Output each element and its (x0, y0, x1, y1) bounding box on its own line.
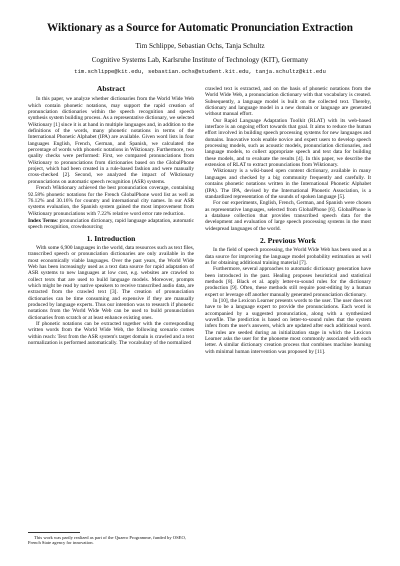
right-column (205, 86, 371, 355)
right-paragraph-4: For our experiments, English, French, German, and Spanish were chosen as representative languages, selected from GlobalPhone [6]. GlobalPhone is a database collection that provides transcribed speech data for the development and evaluation of large speech processing systems in the most widespread languages of the world. (205, 200, 371, 232)
footnote: This work was partly realized as part of the Quaero Programme, funded by OSEO, French State agency for innovation. (28, 535, 186, 546)
previous-work-paragraph-1: In the field of speech processing, the World Wide Web has been used as a data source for improving the language model probability estimation as well as for obtaining additional training material [7]. (205, 247, 371, 266)
index-terms-label: Index Terms (28, 217, 57, 224)
section-1-heading: 1. Introduction (86, 233, 136, 243)
intro-paragraph-1: With some 6,900 languages in the world, data resources such as text files, transcribed speech or pronunciation dictionaries are only available in the most economically viable languages. Over the past years, the World Wide Web has been increasingly used as a text data source for rapid adaptation of ASR systems to new languages at low cost, e.g. websites are crawled to collect texts that are used to build language models. Moreover, prompts which might be read by native speakers to receive transcribed audio data, are extracted from the crawled text [3]. The creation of pronunciation dictionaries can be time consuming and expensive if they are manually produced by language experts. Thus our intention was to research if phonetic notations from the World Wide Web can be used to build pronunciation dictionaries from scratch or at least enhance existing ones. (28, 244, 194, 321)
affiliation: Cognitive Systems Lab, Karlsruhe Institute of Technology (KIT), Germany (91, 56, 309, 64)
abstract-heading: Abstract (96, 84, 126, 93)
footnote-rule (28, 532, 80, 533)
author-emails: tim.schlippe@kit.edu, sebastian.ochs@student.kit.edu, tanja.schultz@kit.edu (74, 68, 326, 75)
index-terms-text: : pronunciation dictionary, rapid language adaptation, automatic speech recognition, crowdsourcing (28, 217, 195, 231)
abstract-paragraph-1: In this paper, we analyze whether dictionaries from the World Wide Web which contain phonetic notations, may support the rapid creation of pronunciation dictionaries within the speech recognition and speech synthesis system building process. As a representative dictionary, we selected Wiktionary [1] since it is at hand in multiple languages and, in addition to the definitions of the words, many phonetic notations in terms of the International Phonetic Alphabet (IPA) are available. Given word lists in four languages English, French, German, and Spanish, we calculated the percentage of words with phonetic notations in Wiktionary. Furthermore, two quality checks were performed: First, we compared pronunciations from Wiktionary to pronunciations from dictionaries based on the GlobalPhone project, which had been created in a rule-based fashion and were manually cross-checked [2]. Second, we analyzed the impact of Wiktionary pronunciations on automatic speech recognition (ASR) systems. (28, 96, 194, 185)
index-terms (28, 218, 194, 231)
intro-paragraph-2: If phonetic notations can be extracted together with the corresponding written words from the World Wide Web, the following scenario comes within reach: Text from the ASR system's target domain is crawled and a text normalization is performed automatically. The vocabulary of the normalized (28, 321, 194, 347)
section-2-heading: 2. Previous Work (259, 235, 317, 245)
previous-work-paragraph-2: Furthermore, several approaches to automatic dictionary generation have been introduced in the past. Healing proposes heuristical and statistical methods [8]. Black et al. apply letter-to-sound rules for the dictionary production [9]. Often, these methods still require post-editing by a human expert or leverage off another manually generated pronunciation dictionary. (205, 266, 371, 298)
abstract-paragraph-2: French Wiktionary achieved the best pronunciation coverage, containing 92.58% phonetic notations for the French GlobalPhone word list as well as 76.12% and 30.16% for country and international city names. In our ASR systems evaluation, the Spanish system gained the most improvement from Wiktionary pronunciations with 7.22% relative word error rate reduction. (28, 185, 194, 217)
left-column (28, 86, 194, 346)
previous-work-paragraph-3: In [10], the Lexicon Learner presents words to the user. The user does not have to be a language expert to provide the pronunciations. Each word is accompanied by a suggested pronunciation, along with a synthesized wavefile. The prediction is based on letter-to-sound rules that the system infers from the user's answers, which are updated after each additional word. The rules are seeded during an initialization stage in which the Lexicon Learner asks the user for the phoneme most commonly associated with each letter. A similar dictionary creation process that combines machine learning with minimal human intervention was proposed by [11]. (205, 298, 371, 355)
right-paragraph-2: Our Rapid Language Adaptation Toolkit (RLAT) with its web-based interface is an ongoing effort towards that goal. It aims to reduce the human effort involved in building speech processing systems for new languages and domains. Innovative tools enable novice and expert users to develop speech processing models, such as acoustic models, pronunciation dictionaries, and language models, to collect appropriate speech and text data for building these models, and to evaluate the results [4]. In this paper, we describe the extension of RLAT to extract pronunciations from Wiktionary. (205, 117, 371, 169)
right-paragraph-1: crawled text is extracted, and on the basis of phonetic notations from the World Wide Web, a pronunciation dictionary with that vocabulary is created. Subsequently, a language model is built on the collected text. Thereby, dictionary and language model in a new domain or language are generated without manual effort. (205, 86, 371, 118)
right-paragraph-3: Wiktionary is a wiki-based open content dictionary, available in many languages and checked by a big community frequently and carefully. It contains phonetic notations written in the International Phonetic Alphabet (IPA). The IPA, devised by the International Phonetic Association, is a standardized representation of the sounds of spoken language [5]. (205, 168, 371, 200)
paper-title: Wiktionary as a Source for Automatic Pronunciation Extraction (47, 22, 353, 34)
author-list: Tim Schlippe, Sebastian Ochs, Tanja Schultz (135, 42, 265, 50)
